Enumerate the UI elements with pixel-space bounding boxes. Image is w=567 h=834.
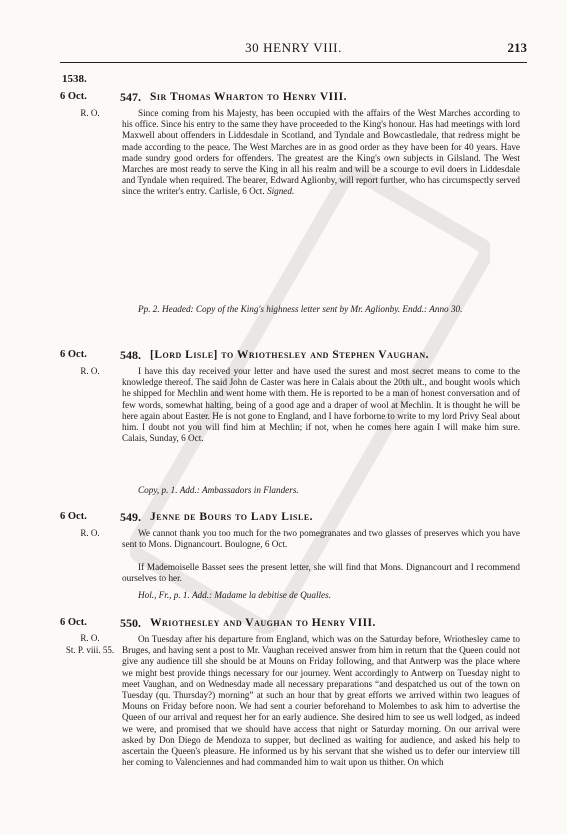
running-header — [60, 40, 527, 60]
entry-547-title: Sir Thomas Wharton to Henry VIII. — [150, 91, 347, 103]
entry-548-number: 548. — [120, 348, 141, 362]
entry-548-ref: R. O. — [80, 366, 100, 376]
entry-549-note: Hol., Fr., p. 1. Add.: Madame la debitise de Qualles. — [138, 590, 331, 600]
entry-547-body: Since coming from his Majesty, has been occupied with the affairs of the West Marches according to his office. Since his entry to the same they have proceeded to the King's honour. Has had meetings with lord Maxwell about offenders in Liddesdale in Scotland, and Tyndale and Bowcastledale, that redress might be made according to the peace. The West Marches are in as good order as they have been for 40 years. Have made sundry good orders for offenders. The greatest are the King's own subjects in Gilsland. The West Marches are most ready to serve the King in all his realm and will be a scourge to evil doers in Liddesdale and Tyndale when required. The bearer, Edward Aglionby, will report further, who has circumspectly served since the writer's entry. Carlisle, 6 Oct. Signed. — [122, 108, 520, 197]
entry-550-date: 6 Oct. — [60, 617, 87, 628]
page-number: 213 — [507, 40, 527, 55]
entry-547-note: Pp. 2. Headed: Copy of the King's highness letter sent by Mr. Aglionby. Endd.: Anno 30. — [138, 304, 463, 314]
entry-548-body: I have this day received your letter and have used the surest and most secret means to come to the knowledge thereof. The said John de Caster was here in Calais about the 20th ult., and bought wools which he shipped for Mechlin and went home with them. He is reported to be a man of honest conversation and of few words, somewhat halting, being of a good age and a draper of wool at Mechlin. It is thought he will be here again about Easter. He is not gone to England, and I have forborne to write to my lord Privy Seal about him. I doubt not you will find him at Mechlin; if not, when he comes here again I will make him sure. Calais, Sunday, 6 Oct. — [122, 366, 520, 444]
entry-549-number: 549. — [120, 510, 141, 524]
entry-549-body-2: If Mademoiselle Basset sees the present letter, she will find that Mons. Dignancourt and I recommend ourselves to her. — [122, 562, 520, 584]
entry-550-ref: R. O. — [80, 633, 100, 643]
header-rule — [60, 62, 527, 63]
year-label: 1538. — [62, 73, 87, 85]
running-title: 30 HENRY VIII. — [245, 40, 342, 55]
entry-549-ref: R. O. — [80, 528, 100, 538]
entry-547-date: 6 Oct. — [60, 91, 87, 102]
entry-549-body: We cannot thank you too much for the two pomegranates and two glasses of preserves which you have sent to Mons. Dignancourt. Boulogne, 6 Oct. — [122, 528, 520, 550]
entry-550-number: 550. — [120, 616, 141, 630]
entry-547-number: 547. — [120, 90, 141, 104]
entry-548-title: [Lord Lisle] to Wriothesley and Stephen Vaughan. — [150, 349, 430, 361]
entry-548-date: 6 Oct. — [60, 349, 87, 360]
entry-547-signed: Signed. — [266, 186, 295, 197]
entry-549-title: Jenne de Bours to Lady Lisle. — [150, 511, 314, 523]
entry-549-date: 6 Oct. — [60, 511, 87, 522]
entry-550-ref-2: St. P. viii. 55. — [65, 645, 115, 655]
entry-547-ref: R. O. — [80, 108, 100, 118]
entry-548-note: Copy, p. 1. Add.: Ambassadors in Flanders. — [138, 485, 299, 495]
entry-550-body: On Tuesday after his departure from England, which was on the Saturday before, Wriothesley came to Bruges, and having sent a post to Mr. Vaughan received answer from him in return that the Queen could not give any audience till she should be at Mouns on Friday following, and that Antwerp was the place where we might best provide things necessary for our journey. Went accordingly to Antwerp on Tuesday night to meet Vaughan, and on Wednesday made all necessary preparations “and despatched us out of the town on Tuesday (qu. Thursday?) morning” at such an hour that by great efforts we arrived within two leagues of Mouns on Friday before noon. We had sent a courier beforehand to Molembes to ask him to advertise the Queen of our arrival and request her for an early audience. She desired him to see us well lodged, as indeed we were, and promised that we should have access that night or Saturday morning. On our arrival were asked by Don Diego de Mendoza to supper, but declined as waiting for audience, and asked his help to ascertain the Queen's pleasure. He informed us by his servant that she wished us to defer our interview till her coming to Valenciennes and had commanded him to wait upon us thither. On which — [122, 634, 520, 768]
entry-550-title: Wriothesley and Vaughan to Henry VIII. — [150, 617, 376, 629]
